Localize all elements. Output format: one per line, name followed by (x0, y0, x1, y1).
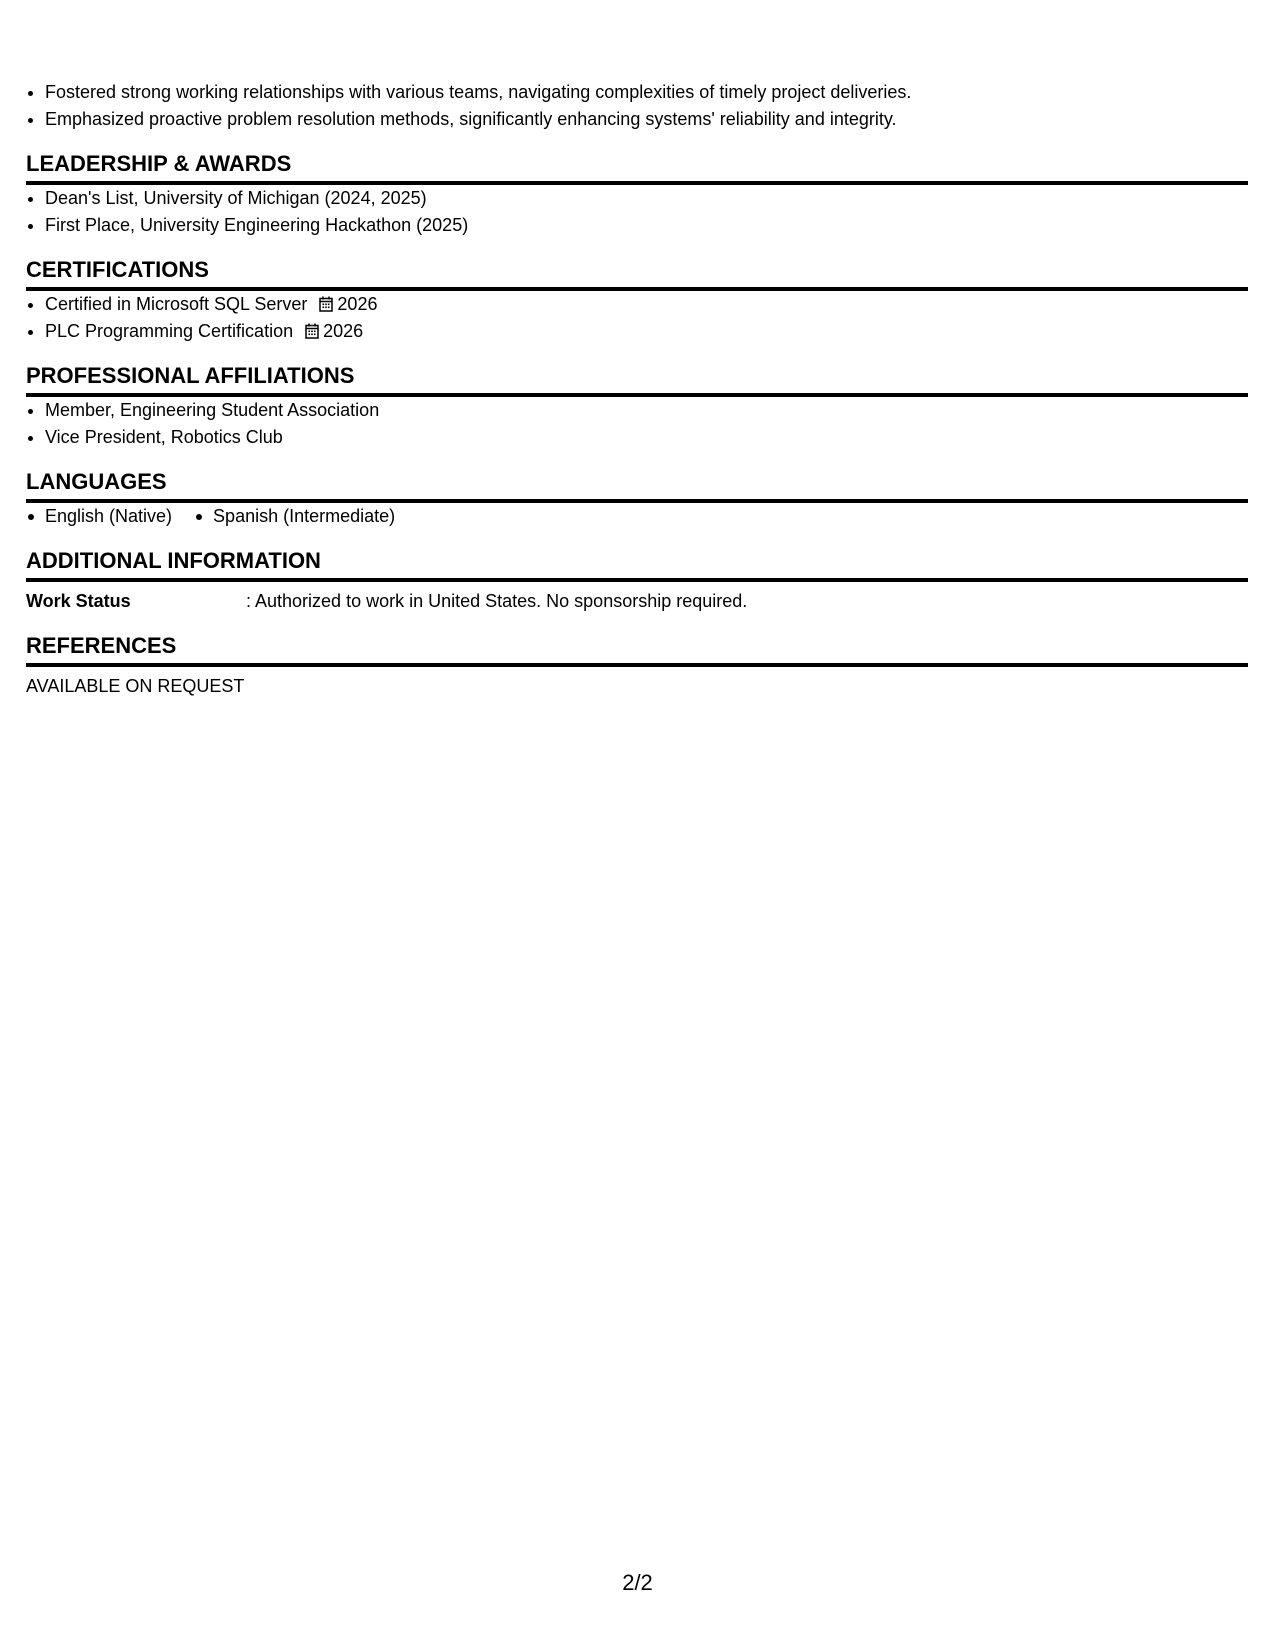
references-text: AVAILABLE ON REQUEST (26, 676, 245, 696)
leadership-section (26, 151, 1248, 239)
calendar-icon (319, 296, 333, 312)
section-heading: ADDITIONAL INFORMATION (26, 548, 1248, 582)
list-item: • First Place, University Engineering Hackathon (2025) (45, 212, 1248, 239)
affiliations-list (26, 397, 1248, 451)
certification-name: PLC Programming Certification (45, 321, 294, 341)
section-heading: PROFESSIONAL AFFILIATIONS (26, 363, 1248, 397)
list-item (45, 291, 1248, 318)
list-item (45, 318, 1248, 345)
languages-list (26, 503, 1248, 530)
resume-page (26, 79, 1248, 700)
work-status-value: : Authorized to work in United States. No sponsorship required. (246, 591, 748, 611)
list-item: • Member, Engineering Student Association (45, 397, 1248, 424)
calendar-icon (305, 323, 319, 339)
list-item: Spanish (Intermediate) (194, 503, 395, 530)
list-item: • Fostered strong working relationships with various teams, navigating complexities of timely project deliveries. (45, 79, 1248, 106)
experience-continued-list (26, 79, 1248, 133)
list-item: • Dean's List, University of Michigan (2024, 2025) (45, 185, 1248, 212)
section-heading: LEADERSHIP & AWARDS (26, 151, 1248, 185)
list-item: English (Native) (26, 503, 172, 530)
work-status-label: Work Status (26, 591, 131, 611)
certification-year: 2026 (337, 294, 378, 314)
list-item: • Emphasized proactive problem resolution methods, significantly enhancing systems' reliability and integrity. (45, 106, 1248, 133)
list-item: • Vice President, Robotics Club (45, 424, 1248, 451)
certification-name: Certified in Microsoft SQL Server (45, 294, 308, 314)
leadership-list (26, 185, 1248, 239)
certification-year: 2026 (323, 321, 364, 341)
affiliations-section (26, 363, 1248, 451)
certifications-list (26, 291, 1248, 345)
certifications-section (26, 257, 1248, 345)
section-heading: REFERENCES (26, 633, 1248, 667)
section-heading: LANGUAGES (26, 469, 1248, 503)
additional-information-section (26, 548, 1248, 615)
page-number: 2/2 (622, 1570, 653, 1595)
languages-section (26, 469, 1248, 530)
section-heading: CERTIFICATIONS (26, 257, 1248, 291)
work-status-row (26, 588, 1248, 615)
references-section (26, 633, 1248, 700)
